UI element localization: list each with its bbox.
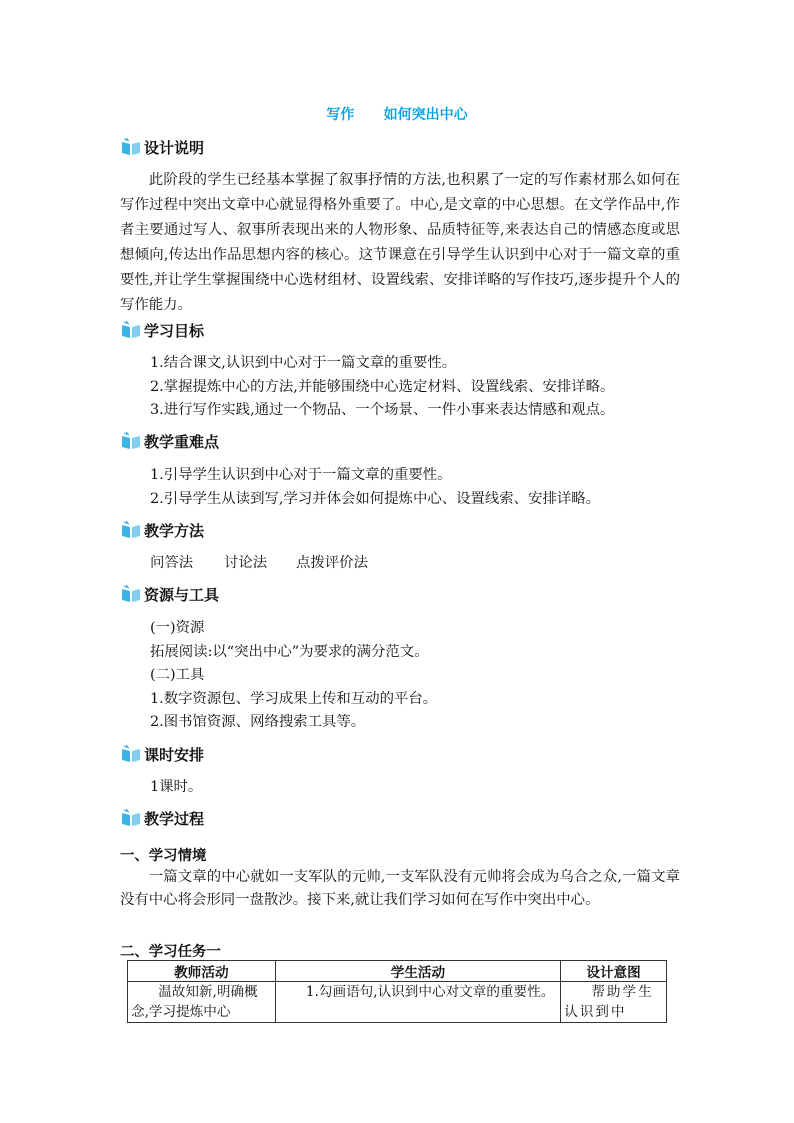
resource-line: 1.数字资源包、学习成果上传和互动的平台。 [150, 691, 438, 707]
open-book-icon [120, 585, 142, 603]
heading-label: 资源与工具 [144, 585, 220, 604]
student-activity-cell: 1.勾画语句,认识到中心对文章的重要性。 [275, 982, 560, 1023]
resource-line: (二)工具 [150, 667, 205, 683]
method-item: 问答法 [150, 555, 194, 571]
resource-line: 拓展阅读:以“突出中心”为要求的满分范文。 [150, 644, 429, 660]
keypoint-item: 1.引导学生认识到中心对于一篇文章的重要性。 [150, 467, 452, 483]
heading-resources [120, 584, 219, 604]
design-paragraph: 此阶段的学生已经基本掌握了叙事抒情的方法,也积累了一定的写作素材那么如何在写作过程中突出文章中心就显得格外重要了。中心,是文章的中心思想。在文学作品中,作者主要通过写人、叙事所表现出来的人物形象、品质特征等,来表达自己的情感态度或思想倾向,传达出作品思想内容的核心。这节课意在引导学生认识到中心对于一篇文章的重要性,并让学生掌握围绕中心选材组材、设置线索、安排详略的写作技巧,逐步提升个人的写作能力。 [120, 172, 680, 313]
table-header: 设计意图 [561, 961, 667, 982]
heading-goals [120, 320, 204, 340]
heading-label: 教学过程 [144, 809, 205, 828]
design-intent-cell: 帮助学生认识到中 [561, 982, 667, 1023]
table-header-row [128, 961, 667, 982]
heading-label: 设计说明 [144, 138, 205, 157]
heading-design [120, 137, 204, 157]
page-title: 写作 如何突出中心 [326, 107, 468, 123]
section-heading: 一、学习情境 [120, 848, 207, 864]
open-book-icon [120, 521, 142, 539]
table-header: 学生活动 [275, 961, 560, 982]
section-heading: 二、学习任务一 [120, 944, 221, 960]
heading-process [120, 808, 204, 828]
heading-label: 教学方法 [144, 521, 205, 540]
method-item: 点拨评价法 [296, 555, 368, 571]
method-item: 讨论法 [224, 555, 268, 571]
task-table [127, 960, 667, 1023]
resource-line: 2.图书馆资源、网络搜索工具等。 [150, 714, 366, 730]
heading-schedule [120, 744, 204, 764]
heading-methods [120, 520, 204, 540]
situation-paragraph: 一篇文章的中心就如一支军队的元帅,一支军队没有元帅将会成为乌合之众,一篇文章没有中心将会形同一盘散沙。接下来,就让我们学习如何在写作中突出中心。 [120, 869, 680, 908]
open-book-icon [120, 138, 142, 156]
resource-line: (一)资源 [150, 620, 205, 636]
goal-item: 3.进行写作实践,通过一个物品、一个场景、一件小事来表达情感和观点。 [150, 402, 615, 418]
keypoint-item: 2.引导学生从读到写,学习并体会如何提炼中心、设置线索、安排详略。 [150, 491, 601, 507]
open-book-icon [120, 432, 142, 450]
table-row [128, 982, 667, 1023]
open-book-icon [120, 321, 142, 339]
schedule-text: 1课时。 [150, 779, 203, 795]
heading-label: 学习目标 [144, 321, 205, 340]
goal-item: 1.结合课文,认识到中心对于一篇文章的重要性。 [150, 355, 457, 371]
teacher-activity-cell: 温故知新,明确概念,学习提炼中心 [128, 982, 276, 1023]
heading-label: 课时安排 [144, 745, 205, 764]
heading-keypoints [120, 431, 219, 451]
goal-item: 2.掌握提炼中心的方法,并能够围绕中心选定材料、设置线索、安排详略。 [150, 379, 615, 395]
table-header: 教师活动 [128, 961, 276, 982]
open-book-icon [120, 809, 142, 827]
heading-label: 教学重难点 [144, 432, 220, 451]
open-book-icon [120, 745, 142, 763]
